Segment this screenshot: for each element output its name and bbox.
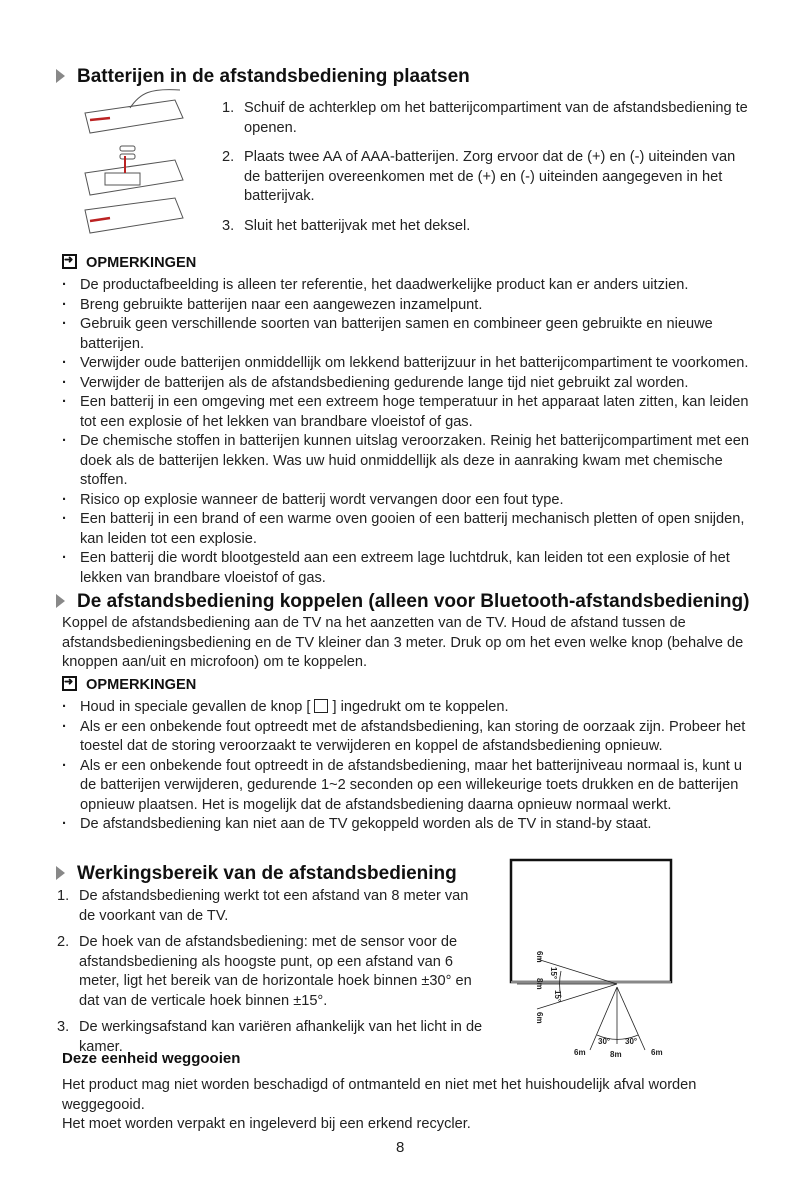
note-item: · Gebruik geen verschillende soorten van batterijen samen en combineer geen gebruikte en nieuwe batterijen. (62, 315, 752, 354)
label-h-dist-right: 6m (651, 1048, 663, 1057)
triangle-bullet-icon (56, 594, 65, 608)
note-item: · Verwijder de batterijen als de afstandsbediening gedurende lange tijd niet gebruikt zal worden. (62, 374, 752, 394)
tv-outline (511, 860, 671, 982)
note-text: Houd in speciale gevallen de knop [ (80, 699, 311, 715)
triangle-bullet-icon (56, 866, 65, 880)
pairing-paragraph: Koppel de afstandsbediening aan de TV na het aanzetten van de TV. Houd de afstand tussen de afstandsbedieningsbediening en de TV kleiner dan 3 meter. Druk op om het even welke knop (behalve de knoppen aan/uit en microfoon) om te koppelen. (62, 615, 744, 670)
note-item: · Een batterij die wordt blootgesteld aan een extreem lage luchtdruk, kan leiden tot een explosie of het lekken van brandbare vloeistof of gas. (62, 549, 752, 588)
section-heading-pairing (56, 591, 749, 613)
triangle-bullet-icon (56, 69, 65, 83)
step: 1. De afstandsbediening werkt tot een afstand van 8 meter van de voorkant van de TV. (57, 888, 469, 924)
label-v-angle-top: 15° (549, 967, 558, 980)
heading-text: Werkingsbereik van de afstandsbediening (77, 863, 457, 884)
range-steps (57, 887, 487, 1064)
step-text: Sluit het batterijvak met het deksel. (244, 217, 471, 234)
note-item: · Breng gebruikte batterijen naar een aangewezen inzamelpunt. (62, 296, 752, 316)
battery-steps (222, 99, 752, 243)
section-heading-batteries (56, 66, 470, 88)
notes-heading (62, 676, 196, 696)
disposal-line: Het product mag niet worden beschadigd of ontmanteld en niet met het huishoudelijk afval worden weggegooid. (62, 1077, 697, 1113)
note-item: · Risico op explosie wanneer de batterij wordt vervangen door een fout type. (62, 491, 752, 511)
range-diagram (505, 857, 675, 1062)
note-arrow-icon (62, 254, 77, 269)
heading-text: De afstandsbediening koppelen (alleen voor Bluetooth-afstandsbediening) (77, 591, 750, 612)
label-v-center: 8m (535, 978, 544, 990)
note-item: · Als er een onbekende fout optreedt met de afstandsbediening, kan storing de oorzaak zijn. Probeer het toestel dat de storing veroorzaakt te verwijderen en koppel de afstandsbediening opnieuw. (62, 718, 752, 757)
label-h-dist-left: 6m (574, 1048, 586, 1057)
step-text: De afstandsbediening werkt tot een afstand van 8 meter van de voorkant van de TV. (79, 888, 469, 924)
note-item: · Als er een onbekende fout optreedt in de afstandsbediening, maar het batterijniveau normaal is, kunt u de batterijen verwijderen, gedurende 1~2 seconden op een willekeurige toets drukken en de batterijen opnieuw plaatsen. Het is mogelijk dat de afstandsbediening daarna opnieuw normaal werkt. (62, 757, 752, 816)
disposal-heading: Deze eenheid weggooien (62, 1050, 241, 1067)
section-heading-range (56, 863, 457, 885)
note-text: ] ingedrukt om te koppelen. (332, 699, 509, 715)
page-number: 8 (396, 1139, 405, 1156)
label-v-dist-top: 6m (535, 951, 544, 963)
step-text: De werkingsafstand kan variëren afhankelijk van het licht in de kamer. (79, 1019, 483, 1055)
label-h-angle-left: 30° (598, 1037, 611, 1046)
step: 2. Plaats twee AA of AAA-batterijen. Zorg ervoor dat de (+) en (-) uiteinden van de batterijen overeenkomen met de (+) en (-) uiteinden aangegeven in het batterijvak. (222, 149, 736, 204)
heading-text: Batterijen in de afstandsbediening plaatsen (77, 66, 470, 87)
notes-heading (62, 254, 196, 274)
disposal-line: Het moet worden verpakt en ingeleverd bij een erkend recycler. (62, 1116, 471, 1132)
step: 3. De werkingsafstand kan variëren afhankelijk van het licht in de kamer. (57, 1019, 483, 1055)
note-item: · Een batterij in een omgeving met een extreem hoge temperatuur in het apparaat laten zitten, kan leiden tot een explosie of het lekken van brandbare vloeistof of gas. (62, 393, 752, 432)
step-text: Schuif de achterklep om het batterijcompartiment van de afstandsbediening te openen. (244, 100, 748, 136)
label-h-angle-right: 30° (625, 1037, 638, 1046)
label-v-angle-bottom: 15° (553, 990, 562, 1003)
menu-button-icon (314, 699, 328, 713)
note-item: · De chemische stoffen in batterijen kunnen uitslag veroorzaken. Reinig het batterijcompartiment met een doek als de batterijen lekken. Was uw huid onmiddellijk als deze in aanraking kwam met chemische stoffen. (62, 432, 752, 491)
notes-title: OPMERKINGEN (86, 677, 197, 693)
note-item (62, 698, 752, 718)
label-v-dist-bottom: 6m (535, 1012, 544, 1024)
note-item: · Verwijder oude batterijen onmiddellijk om lekkend batterijzuur in het batterijcompartiment te voorkomen. (62, 354, 752, 374)
note-arrow-icon (62, 676, 77, 691)
note-item: · De productafbeelding is alleen ter referentie, het daadwerkelijke product kan er anders uitzien. (62, 276, 752, 296)
label-h-center: 8m (610, 1050, 622, 1059)
note-item: · Een batterij in een brand of een warme oven gooien of een batterij mechanisch pletten of open snijden, kan leiden tot een explosie. (62, 510, 752, 549)
step-text: De hoek van de afstandsbediening: met de sensor voor de afstandsbediening als hoogste punt, op een afstand van 6 meter, ligt het bereik van de horizontale hoek binnen ±30° en dat van de verticale hoek binnen ±15°. (79, 934, 472, 1009)
disposal-text (62, 1076, 752, 1135)
battery-install-illustration (80, 88, 190, 238)
step: 1. Schuif de achterklep om het batterijcompartiment van de afstandsbediening te openen. (222, 100, 748, 136)
step-text: Plaats twee AA of AAA-batterijen. Zorg ervoor dat de (+) en (-) uiteinden van de batterijen overeenkomen met de (+) en (-) uiteinden aangegeven in het batterijvak. (244, 149, 736, 204)
notes-list (62, 698, 752, 835)
step: 2. De hoek van de afstandsbediening: met de sensor voor de afstandsbediening als hoogste punt, op een afstand van 6 meter, ligt het bereik van de horizontale hoek binnen ±30° en dat van de verticale hoek binnen ±15°. (57, 934, 472, 1009)
notes-list (62, 276, 752, 588)
note-item: · De afstandsbediening kan niet aan de TV gekoppeld worden als de TV in stand-by staat. (62, 815, 752, 835)
notes-title: OPMERKINGEN (86, 255, 197, 271)
step: 3. Sluit het batterijvak met het deksel. (222, 217, 471, 234)
